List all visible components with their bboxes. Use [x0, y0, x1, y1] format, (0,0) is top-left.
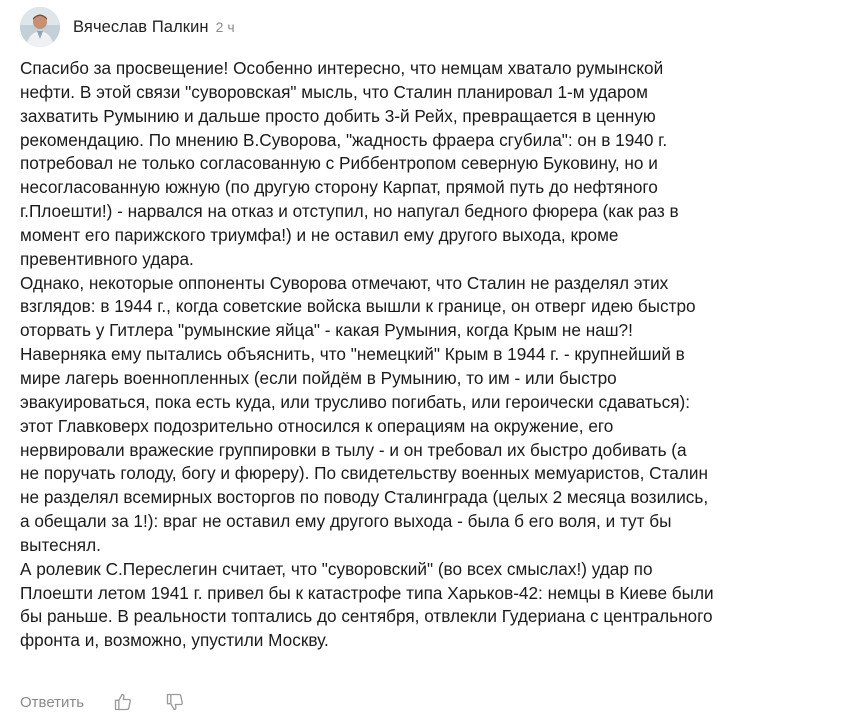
like-button[interactable]	[112, 691, 134, 713]
comment-paragraph-3: А ролевик С.Переслегин считает, что "суворовский" (во всех смыслах!) удар по Плоешти летом 1941 г. привел бы к катастрофе типа Харьков-42: немцы в Киеве были бы раньше. В реальности топтались до сентября, отвлекли Гудериана с центрального фронта и, возможно, упустили Москву.	[20, 558, 714, 651]
comment-header	[20, 4, 235, 50]
comment-paragraph-2: Однако, некоторые оппоненты Суворова отмечают, что Сталин не разделял этих взглядов: в 1944 г., когда советские войска вышли к границе, он отверг идею быстро оторвать у Гитлера "румынские яйца" - какая Румыния, когда Крым не наш?! Наверняка ему пытались объяснить, что "немецкий" Крым в 1944 г. - крупнейший в мире лагерь военнопленных (если пойдём в Румынию, то им - или быстро эвакуироваться, пока есть куда, или трусливо погибать, или героически сдаваться): этот Главковерх подозрительно относился к операциям на окружение, его нервировали вражеские группировки в тылу - и он требовал их быстро добивать (а не поручать голоду, богу и фюреру). По свидетельству военных мемуаристов, Сталин не разделял всемирных восторгов по поводу Сталинграда (целых 2 месяца возились, а обещали за 1!): враг не оставил ему другого выхода - была б его воля, и тут бы вытеснял.	[20, 272, 709, 555]
avatar[interactable]	[20, 7, 60, 47]
thumbs-up-icon	[113, 692, 133, 712]
dislike-button[interactable]	[164, 691, 186, 713]
thumbs-down-icon	[165, 692, 185, 712]
comment-actions	[20, 688, 186, 716]
comment-body	[20, 57, 835, 653]
reply-button[interactable]: Ответить	[20, 693, 85, 711]
comment-paragraph-1: Спасибо за просвещение! Особенно интересно, что немцам хватало румынской нефти. В этой связи "суворовская" мысль, что Сталин планировал 1-м ударом захватить Румынию и дальше просто добить 3-й Рейх, превращается в ценную рекомендацию. По мнению В.Суворова, "жадность фраера сгубила": он в 1940 г. потребовал не только согласованную с Риббентропом северную Буковину, но и несогласованную южную (по другую сторону Карпат, прямой путь до нефтяного г.Плоешти!) - нарвался на отказ и отступил, но напугал бедного фюрера (как раз в момент его парижского триумфа!) и не оставил ему другого выхода, кроме превентивного удара.	[20, 58, 679, 269]
avatar-image	[20, 7, 60, 47]
timestamp: 2 ч	[215, 19, 235, 35]
author-name[interactable]: Вячеслав Палкин	[73, 17, 209, 36]
